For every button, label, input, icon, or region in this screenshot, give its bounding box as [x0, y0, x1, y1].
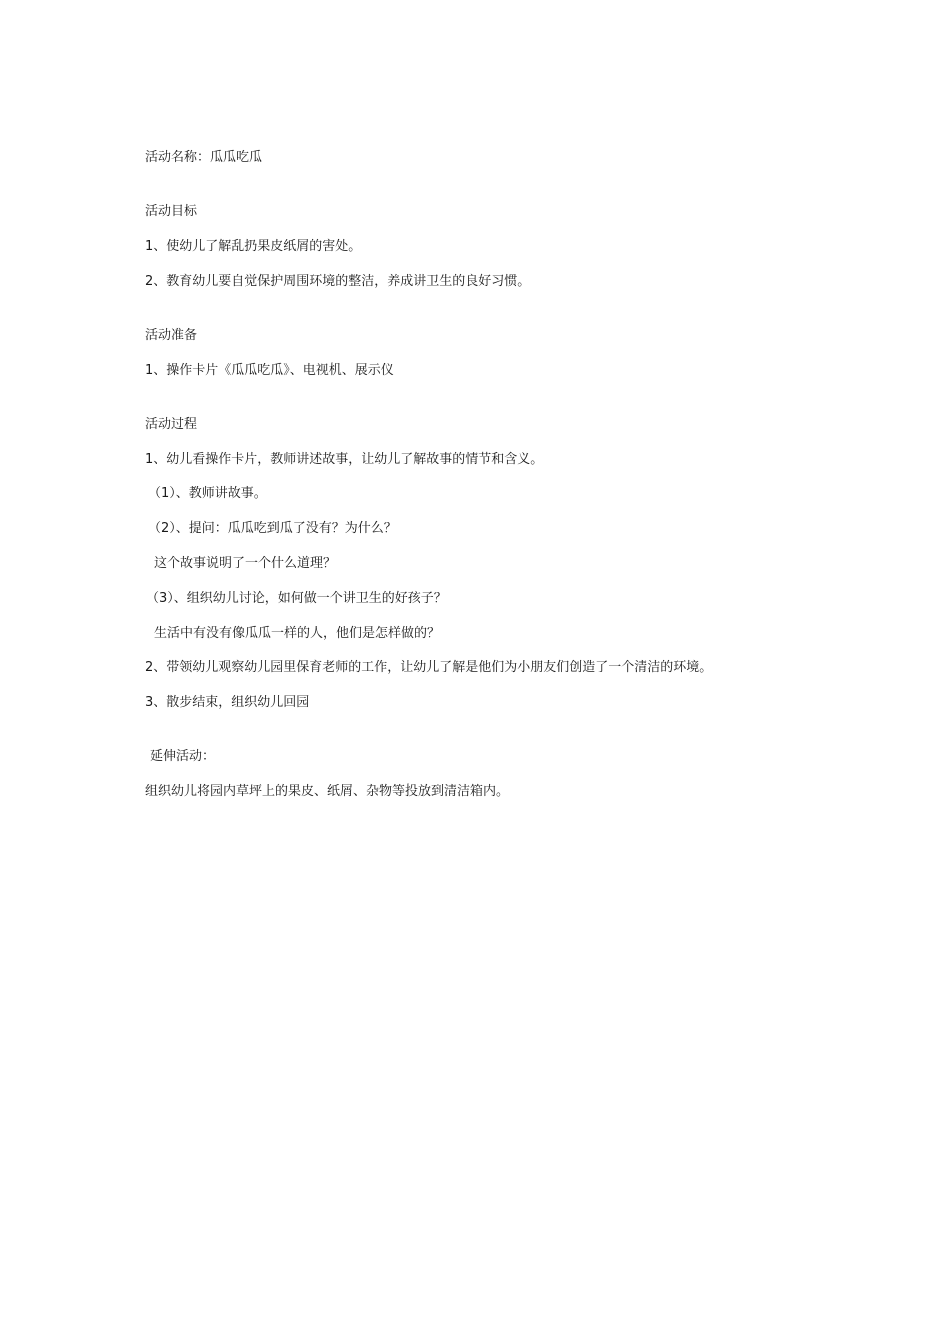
- process-item-1: 1、幼儿看操作卡片，教师讲述故事，让幼儿了解故事的情节和含义。: [145, 452, 544, 467]
- process-subitem-2-note: 这个故事说明了一个什么道理？: [154, 556, 337, 571]
- activity-name: 活动名称：瓜瓜吃瓜: [145, 150, 263, 165]
- process-subitem-3: （3）、组织幼儿讨论，如何做一个讲卫生的好孩子？: [146, 591, 447, 606]
- goal-item-2: 2、教育幼儿要自觉保护周围环境的整洁，养成讲卫生的良好习惯。: [145, 274, 531, 289]
- preparation-heading: 活动准备: [145, 328, 198, 343]
- process-heading: 活动过程: [145, 417, 198, 432]
- process-subitem-3-note: 生活中有没有像瓜瓜一样的人，他们是怎样做的？: [154, 626, 441, 641]
- preparation-item-1: 1、操作卡片《瓜瓜吃瓜》、电视机、展示仪: [145, 363, 394, 378]
- process-item-2: 2、带领幼儿观察幼儿园里保育老师的工作，让幼儿了解是他们为小朋友们创造了一个清洁的环境。: [145, 660, 713, 675]
- goals-heading: 活动目标: [145, 204, 198, 219]
- process-subitem-1: （1）、教师讲故事。: [148, 486, 267, 501]
- extension-heading: 延伸活动：: [150, 749, 216, 764]
- process-item-3: 3、散步结束，组织幼儿回园: [145, 695, 310, 710]
- goal-item-1: 1、使幼儿了解乱扔果皮纸屑的害处。: [145, 239, 362, 254]
- extension-item-1: 组织幼儿将园内草坪上的果皮、纸屑、杂物等投放到清洁箱内。: [145, 784, 510, 799]
- process-subitem-2: （2）、提问：瓜瓜吃到瓜了没有？为什么？: [148, 521, 397, 536]
